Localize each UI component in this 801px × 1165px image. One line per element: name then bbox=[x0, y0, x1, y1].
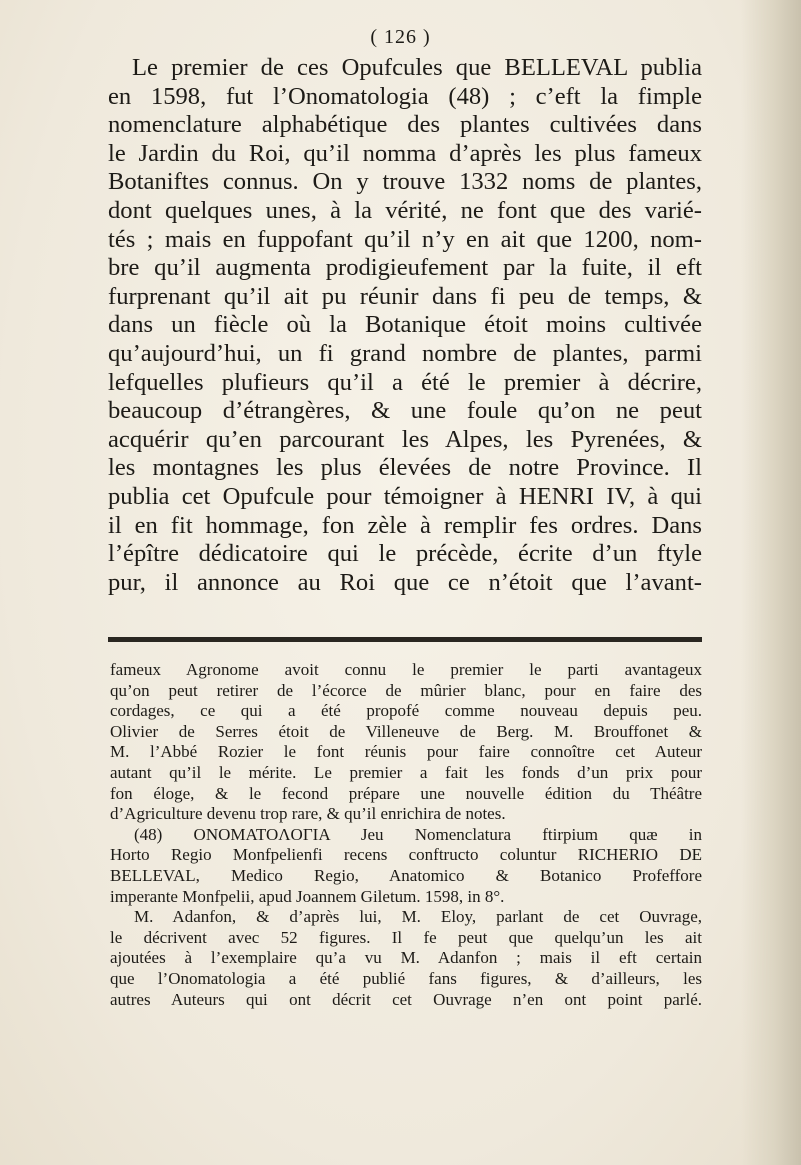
footnote-line: BELLEVAL, Medico Regio, Anatomico & Botanico Profeffore bbox=[110, 865, 702, 885]
text-line: beaucoup d’étrangères, & une foule qu’on ne peut bbox=[108, 397, 702, 425]
text-line: publia cet Opufcule pour témoigner à HENRI IV, à qui bbox=[108, 482, 702, 510]
footnote-line: que l’Onomatologia a été publié fans figures, & d’ailleurs, les bbox=[110, 968, 702, 988]
footnote-line: qu’on peut retirer de l’écorce de mûrier blanc, pour en faire des bbox=[110, 680, 702, 700]
text-line: tés ; mais en fuppofant qu’il n’y en ait que 1200, nom- bbox=[108, 225, 702, 253]
text-line: dans un fiècle où la Botanique étoit moins cultivée bbox=[108, 311, 702, 339]
text-line: bre qu’il augmenta prodigieufement par la fuite, il eft bbox=[108, 254, 702, 282]
footnote-line: autres Auteurs qui ont décrit cet Ouvrage n’en ont point parlé. bbox=[110, 989, 702, 1009]
text-line: dont quelques unes, à la vérité, ne font que des varié- bbox=[108, 196, 702, 224]
footnote-line: Olivier de Serres étoit de Villeneuve de Berg. M. Brouffonet & bbox=[110, 721, 702, 741]
page-number: ( 126 ) bbox=[370, 26, 431, 48]
footnote-line: fameux Agronome avoit connu le premier le parti avantageux bbox=[110, 660, 702, 679]
page-edge-shadow bbox=[741, 0, 801, 1165]
footnotes bbox=[110, 660, 702, 1010]
text-line: furprenant qu’il ait pu réunir dans fi peu de temps, & bbox=[108, 282, 702, 310]
text-line: lefquelles plufieurs qu’il a été le premier à décrire, bbox=[108, 368, 702, 396]
text-line: qu’aujourd’hui, un fi grand nombre de plantes, parmi bbox=[108, 339, 702, 367]
text-line: le Jardin du Roi, qu’il nomma d’après les plus fameux bbox=[108, 139, 702, 167]
footnote-line: ajoutées à l’exemplaire qu’a vu M. Adanfon ; mais il eft certain bbox=[110, 948, 702, 968]
main-text bbox=[108, 54, 702, 597]
footnote-line: Horto Regio Monfpelienfi recens conftructo coluntur RICHERIO DE bbox=[110, 845, 702, 865]
text-line: acquérir qu’en parcourant les Alpes, les Pyrenées, & bbox=[108, 425, 702, 453]
footnote-line: imperante Monfpelii, apud Joannem Giletum. 1598, in 8°. bbox=[110, 886, 505, 906]
footnote-line: d’Agriculture devenu trop rare, & qu’il enrichira de notes. bbox=[110, 804, 506, 824]
text-line: Le premier de ces Opufcules que BELLEVAL publia bbox=[132, 54, 702, 81]
footnote-separator-rule bbox=[108, 637, 702, 642]
footnote-line: cordages, ce qui a été propofé comme nouveau depuis peu. bbox=[110, 701, 702, 721]
footnote-line: fon éloge, & le fecond prépare une nouvelle édition du Théâtre bbox=[110, 783, 702, 803]
footnote-line: M. Adanfon, & d’après lui, M. Eloy, parlant de cet Ouvrage, bbox=[134, 907, 702, 927]
text-line: les montagnes les plus élevées de notre Province. Il bbox=[108, 454, 702, 482]
text-line: l’épître dédicatoire qui le précède, écrite d’un ftyle bbox=[108, 540, 702, 568]
text-line: en 1598, fut l’Onomatologia (48) ; c’eft la fimple bbox=[108, 82, 702, 110]
footnote-line: (48) ONOMATOΛOΓIA Jeu Nomenclatura ftirpium quæ in bbox=[134, 824, 702, 844]
footnote-line: M. l’Abbé Rozier le font réunis pour faire connoître cet Auteur bbox=[110, 742, 702, 762]
footnote-line: le décrivent avec 52 figures. Il fe peut que quelqu’un les ait bbox=[110, 927, 702, 947]
text-line: Botaniftes connus. On y trouve 1332 noms de plantes, bbox=[108, 168, 702, 196]
text-line: pur, il annonce au Roi que ce n’étoit que l’avant- bbox=[108, 568, 702, 596]
footnote-line: autant qu’il le mérite. Le premier a fait les fonds d’un prix pour bbox=[110, 762, 702, 782]
text-line: nomenclature alphabétique des plantes cultivées dans bbox=[108, 111, 702, 139]
text-line: il en fit hommage, fon zèle à remplir fes ordres. Dans bbox=[108, 511, 702, 539]
